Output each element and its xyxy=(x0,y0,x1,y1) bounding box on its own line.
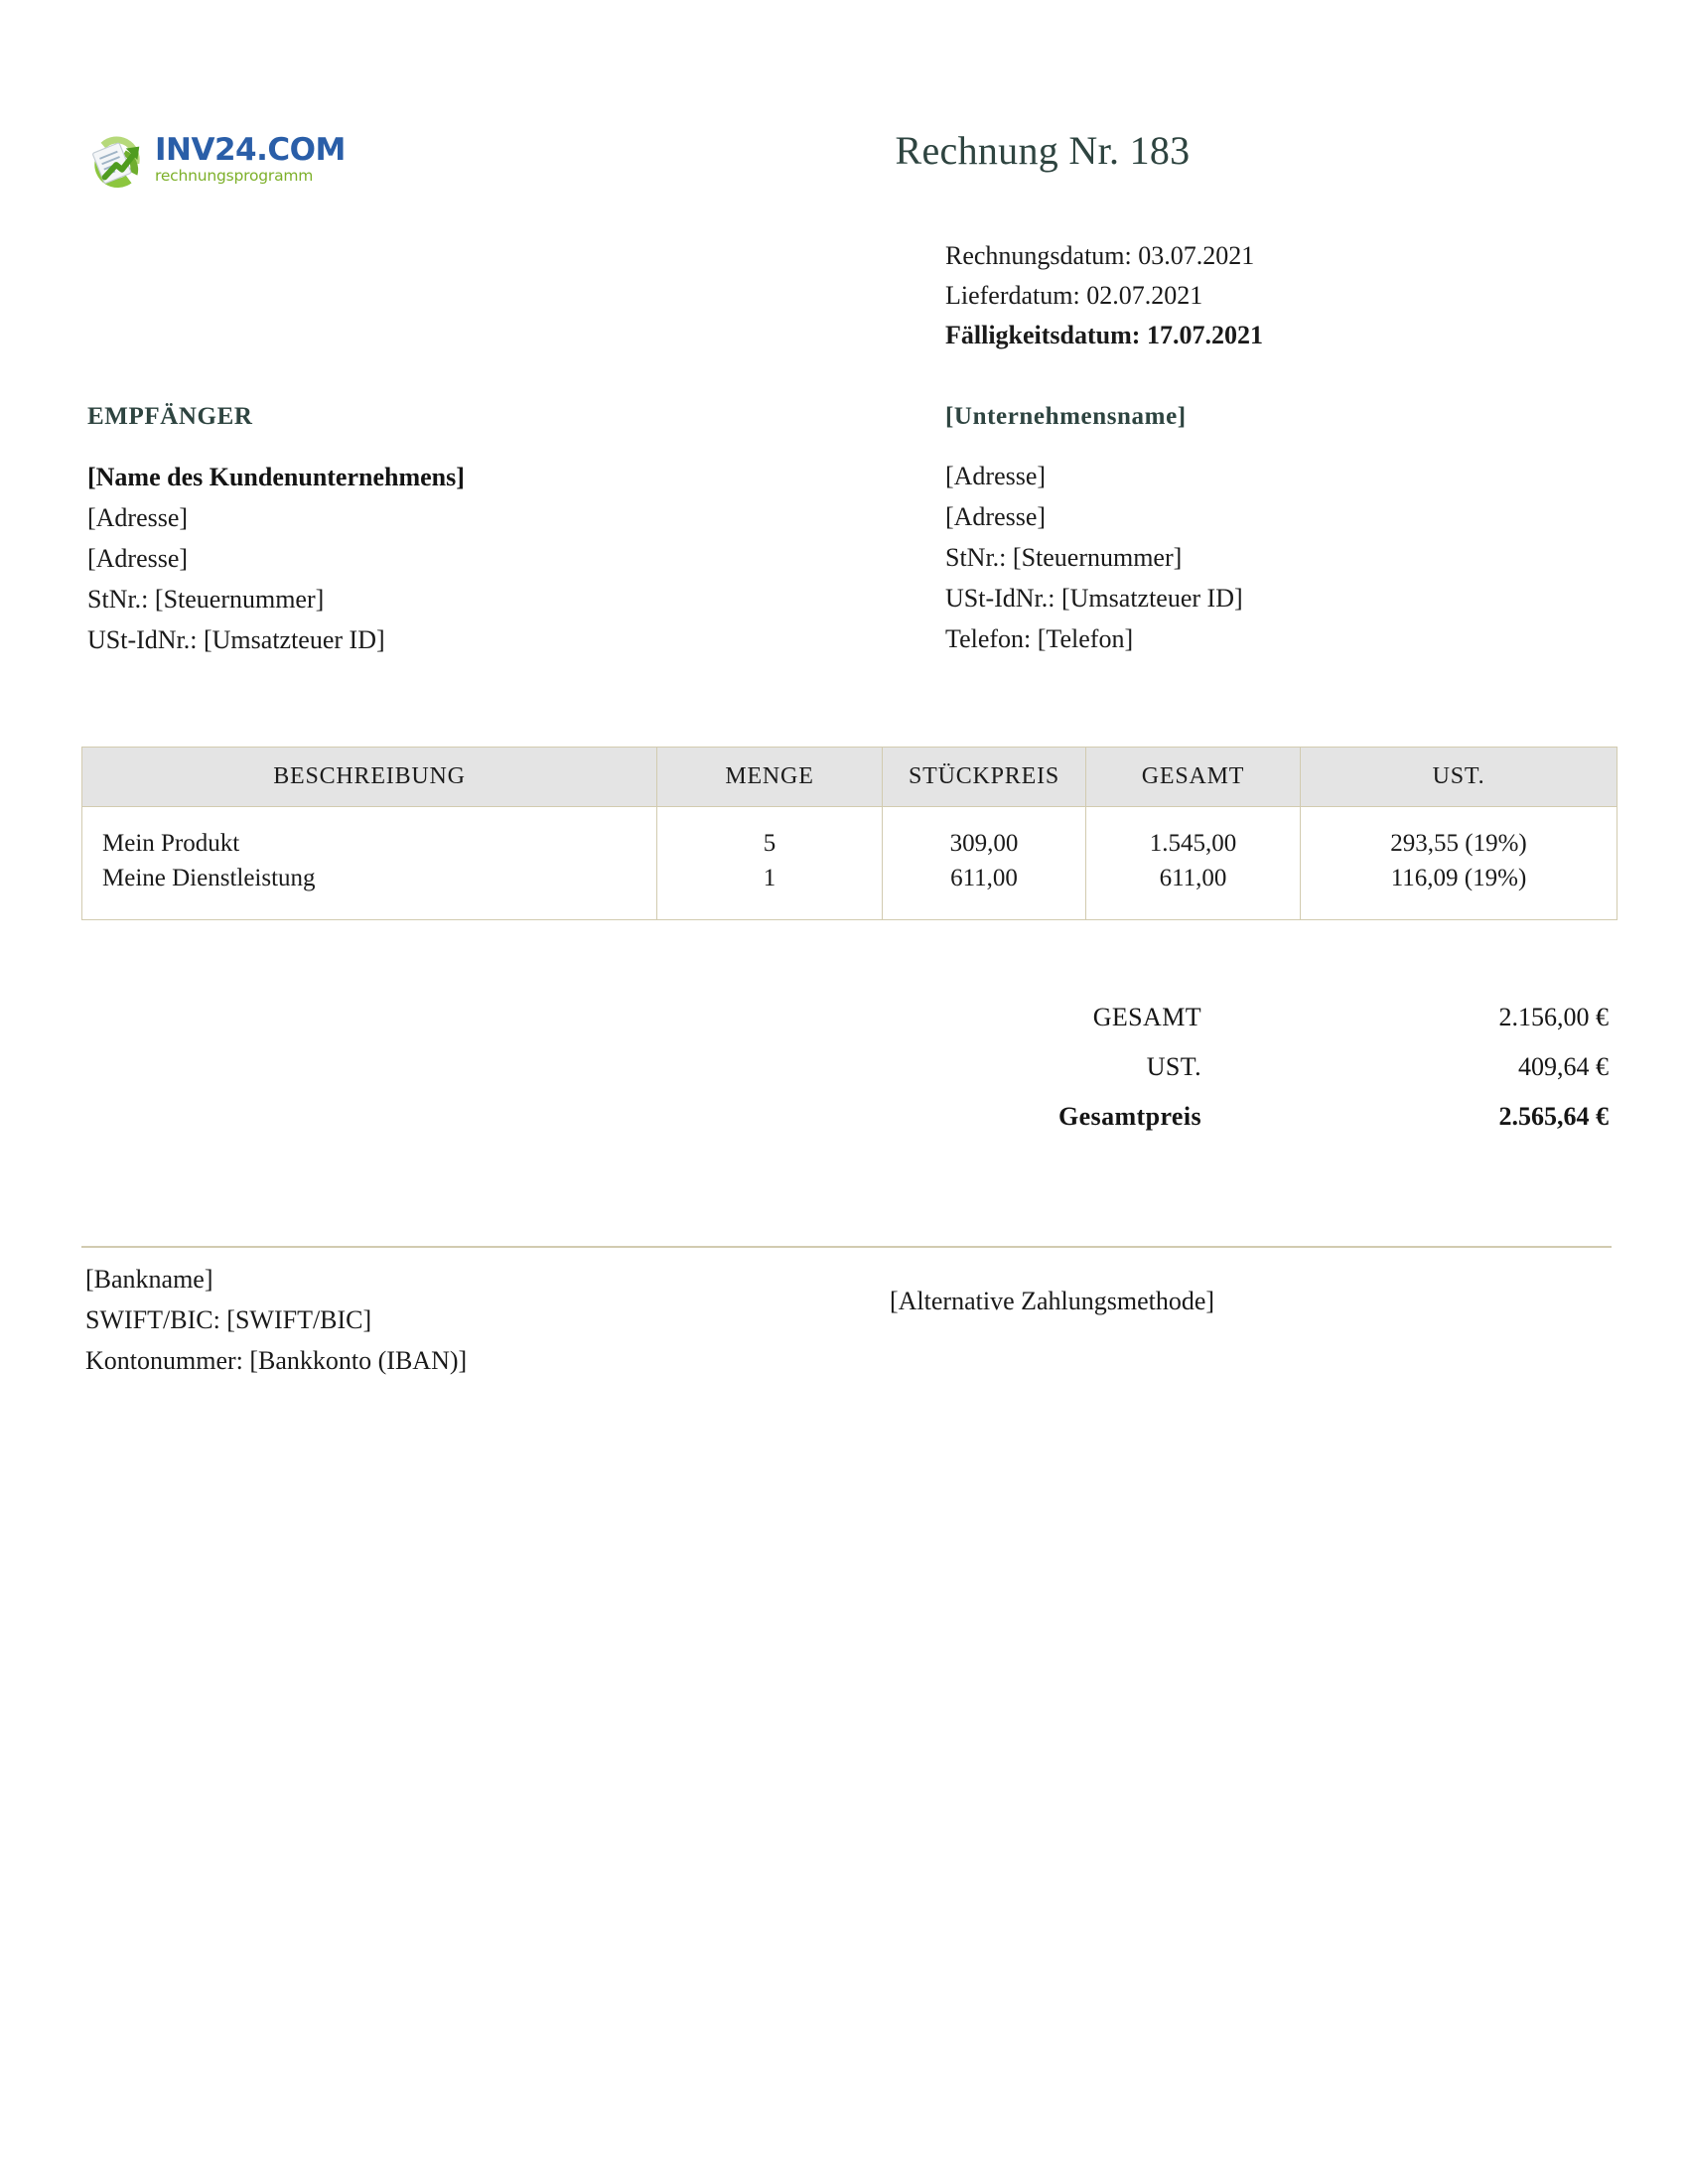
item-description: Meine Dienstleistung xyxy=(102,865,316,891)
logo-tagline: rechnungsprogramm xyxy=(155,167,314,185)
item-description: Mein Produkt xyxy=(102,830,240,857)
column-header-unit-price: STÜCKPREIS xyxy=(883,748,1086,807)
recipient-name: [Name des Kundenunternehmens] xyxy=(87,463,465,491)
grand-total-label: Gesamtpreis xyxy=(1057,1102,1201,1131)
invoice-date: Rechnungsdatum: 03.07.2021 xyxy=(945,241,1255,270)
item-unit-price: 309,00 xyxy=(949,830,1019,857)
table-head xyxy=(82,748,1618,807)
alternative-payment-method: [Alternative Zahlungsmethode] xyxy=(890,1287,1215,1315)
page-title: Rechnung Nr. 183 xyxy=(895,128,1191,173)
cell-description xyxy=(82,807,657,920)
sender-address-line-1: [Adresse] xyxy=(945,462,1047,490)
grand-total-value: 2.565,64 € xyxy=(1498,1102,1609,1131)
item-line-total: 1.545,00 xyxy=(1149,830,1237,857)
date-block xyxy=(945,236,1501,355)
recipient-heading: EMPFÄNGER xyxy=(87,403,253,430)
recipient-address-line-1: [Adresse] xyxy=(87,503,189,532)
line-items-table xyxy=(81,747,1618,920)
totals-row-subtotal xyxy=(874,993,1609,1042)
inv24-logo-icon xyxy=(87,135,149,193)
bank-swift: SWIFT/BIC: [SWIFT/BIC] xyxy=(85,1305,372,1334)
bank-details-block xyxy=(85,1259,840,1381)
vat-value: 409,64 € xyxy=(1518,1052,1609,1081)
table-body xyxy=(82,807,1618,920)
sender-block xyxy=(945,402,1640,659)
table-row xyxy=(82,807,1618,920)
recipient-vat-id: USt-IdNr.: [Umsatzteuer ID] xyxy=(87,625,385,654)
recipient-block xyxy=(87,402,842,660)
cell-vat xyxy=(1301,807,1618,920)
totals-block xyxy=(874,993,1609,1142)
logo-name: INV24.COM xyxy=(155,132,346,168)
item-quantity: 1 xyxy=(763,865,776,891)
bank-name: [Bankname] xyxy=(85,1265,213,1294)
sender-address-line-2: [Adresse] xyxy=(945,502,1047,531)
sender-tax-number: StNr.: [Steuernummer] xyxy=(945,543,1183,572)
recipient-address-line-2: [Adresse] xyxy=(87,544,189,573)
column-header-description: BESCHREIBUNG xyxy=(82,748,657,807)
item-line-total: 611,00 xyxy=(1159,865,1227,891)
vat-label: UST. xyxy=(1146,1052,1201,1081)
cell-unit-price xyxy=(883,807,1086,920)
item-unit-price: 611,00 xyxy=(950,865,1018,891)
column-header-total: GESAMT xyxy=(1086,748,1301,807)
footer-divider xyxy=(81,1246,1612,1248)
subtotal-label: GESAMT xyxy=(1092,1003,1201,1031)
recipient-tax-number: StNr.: [Steuernummer] xyxy=(87,585,325,614)
table-header-row xyxy=(82,748,1618,807)
sender-phone: Telefon: [Telefon] xyxy=(945,624,1134,653)
column-header-vat: UST. xyxy=(1301,748,1618,807)
totals-row-grand xyxy=(874,1092,1609,1142)
subtotal-value: 2.156,00 € xyxy=(1498,1003,1609,1031)
delivery-date: Lieferdatum: 02.07.2021 xyxy=(945,281,1203,310)
item-vat: 293,55 (19%) xyxy=(1390,830,1527,857)
bank-account: Kontonummer: [Bankkonto (IBAN)] xyxy=(85,1346,468,1375)
item-quantity: 5 xyxy=(763,830,776,857)
due-date: Fälligkeitsdatum: 17.07.2021 xyxy=(945,321,1263,349)
sender-heading: [Unternehmensname] xyxy=(945,403,1187,430)
cell-quantity xyxy=(657,807,883,920)
cell-line-total xyxy=(1086,807,1301,920)
totals-row-vat xyxy=(874,1042,1609,1092)
item-vat: 116,09 (19%) xyxy=(1390,865,1527,891)
company-logo xyxy=(87,132,346,195)
logo-wordmark xyxy=(155,132,346,185)
invoice-header xyxy=(0,0,1688,208)
sender-vat-id: USt-IdNr.: [Umsatzteuer ID] xyxy=(945,584,1243,613)
column-header-quantity: MENGE xyxy=(657,748,883,807)
